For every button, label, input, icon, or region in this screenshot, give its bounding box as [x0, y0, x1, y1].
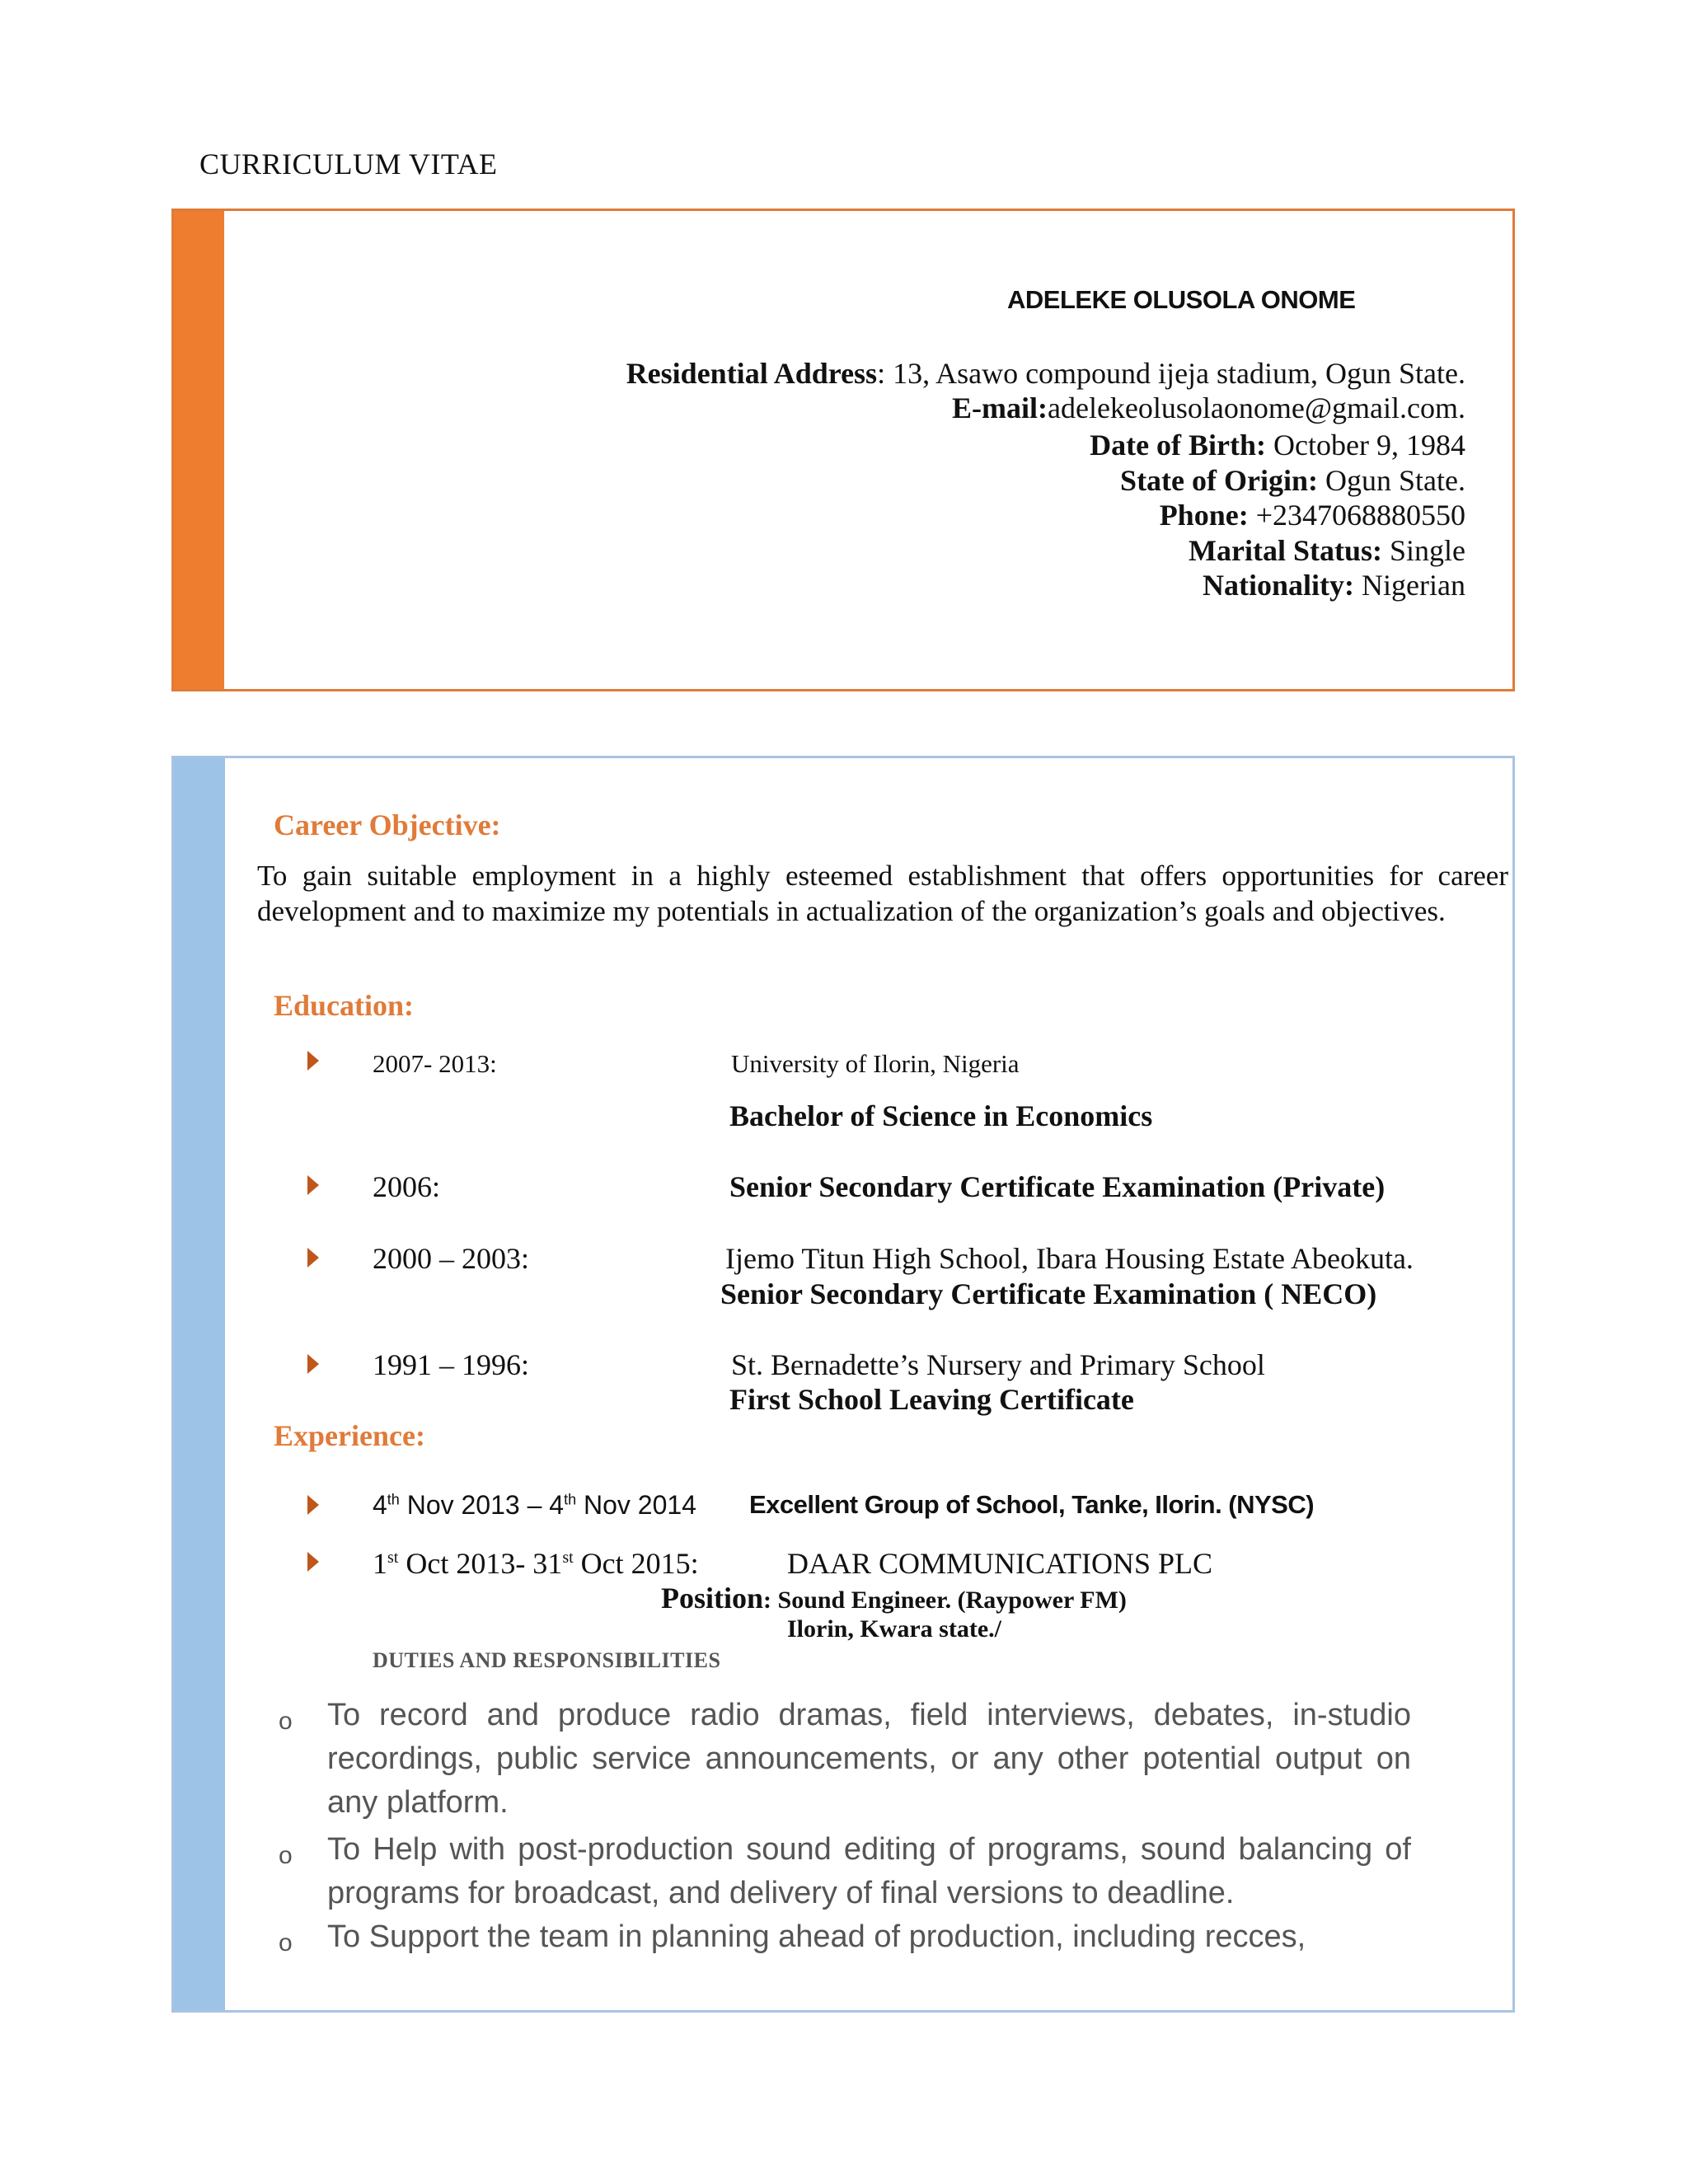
nationality-line [1203, 568, 1465, 602]
education-date: 2006: [373, 1170, 441, 1203]
email-label: E-mail: [952, 391, 1048, 424]
experience-organization: DAAR COMMUNICATIONS PLC [787, 1547, 1213, 1580]
address-label: Residential Address [626, 357, 878, 390]
duty-item: To Help with post-production sound editing of programs, sound balancing of programs for broadcast, and delivery of final versions to deadline. [327, 1832, 1411, 1910]
circle-bullet-icon: o [279, 1708, 293, 1735]
marital-line [1189, 533, 1465, 568]
duty-item: To record and produce radio dramas, field interviews, debates, in-studio recordings, public service announcements, or any other potential output on any platform. [327, 1698, 1411, 1820]
experience-date: 4th Nov 2013 – 4th Nov 2014 [373, 1490, 696, 1520]
arrow-bullet-icon [307, 1175, 319, 1195]
phone-label: Phone: [1159, 499, 1249, 532]
blue-accent-bar [174, 758, 225, 2010]
origin-line [1120, 463, 1465, 498]
circle-bullet-icon: o [279, 1929, 293, 1957]
nationality-label: Nationality: [1203, 569, 1355, 602]
education-institution: St. Bernadette’s Nursery and Primary School [731, 1348, 1265, 1381]
nationality-value: Nigerian [1354, 569, 1465, 602]
phone-value: +2347068880550 [1248, 499, 1465, 532]
position-value: : Sound Engineer. (Raypower FM) [763, 1586, 1127, 1614]
dob-line [1090, 428, 1465, 462]
origin-label: State of Origin: [1120, 464, 1319, 497]
education-qualification: Bachelor of Science in Economics [729, 1099, 1153, 1132]
duties-heading: DUTIES AND RESPONSIBILITIES [373, 1648, 721, 1672]
arrow-bullet-icon [307, 1495, 319, 1515]
education-date: 2007- 2013: [373, 1049, 497, 1078]
education-date: 2000 – 2003: [373, 1242, 530, 1275]
experience-position [661, 1581, 1127, 1615]
address-value: : 13, Asawo compound ijeja stadium, Ogun State. [877, 357, 1465, 390]
experience-location: Ilorin, Kwara state./ [787, 1615, 1001, 1643]
education-qualification: Senior Secondary Certificate Examination (Private) [729, 1170, 1386, 1203]
education-qualification: First School Leaving Certificate [729, 1383, 1134, 1416]
circle-bullet-icon: o [279, 1842, 293, 1869]
email-value: adelekeolusolaonome@gmail.com. [1047, 391, 1465, 424]
career-objective-text: To gain suitable employment in a highly esteemed establishment that offers opportunities for career development and to maximize my potentials in actualization of the organization’s goals and objectives. [257, 860, 1508, 927]
arrow-bullet-icon [307, 1552, 319, 1572]
position-label: Position [661, 1582, 764, 1615]
phone-line [1160, 498, 1465, 532]
candidate-name: ADELEKE OLUSOLA ONOME [1007, 285, 1356, 314]
marital-label: Marital Status: [1189, 534, 1382, 567]
career-objective-heading: Career Objective: [274, 808, 501, 841]
orange-accent-bar [174, 211, 224, 689]
dob-label: Date of Birth: [1090, 429, 1267, 462]
experience-date: 1st Oct 2013- 31st Oct 2015: [373, 1547, 699, 1580]
email-line [952, 391, 1465, 425]
document-title: CURRICULUM VITAE [199, 148, 498, 180]
education-qualification: Senior Secondary Certificate Examination ( NECO) [720, 1277, 1377, 1310]
education-heading: Education: [274, 989, 415, 1022]
dob-value: October 9, 1984 [1266, 429, 1465, 462]
education-date: 1991 – 1996: [373, 1348, 530, 1381]
arrow-bullet-icon [307, 1354, 319, 1374]
address-line [626, 356, 1465, 391]
origin-value: Ogun State. [1318, 464, 1465, 497]
marital-value: Single [1381, 534, 1465, 567]
education-institution: Ijemo Titun High School, Ibara Housing Estate Abeokuta. [725, 1242, 1414, 1275]
arrow-bullet-icon [307, 1051, 319, 1071]
experience-heading: Experience: [274, 1419, 425, 1452]
duty-item: To Support the team in planning ahead of production, including recces, [327, 1919, 1306, 1954]
arrow-bullet-icon [307, 1248, 319, 1268]
experience-organization: Excellent Group of School, Tanke, Ilorin. (NYSC) [749, 1490, 1315, 1519]
education-institution: University of Ilorin, Nigeria [731, 1049, 1020, 1078]
